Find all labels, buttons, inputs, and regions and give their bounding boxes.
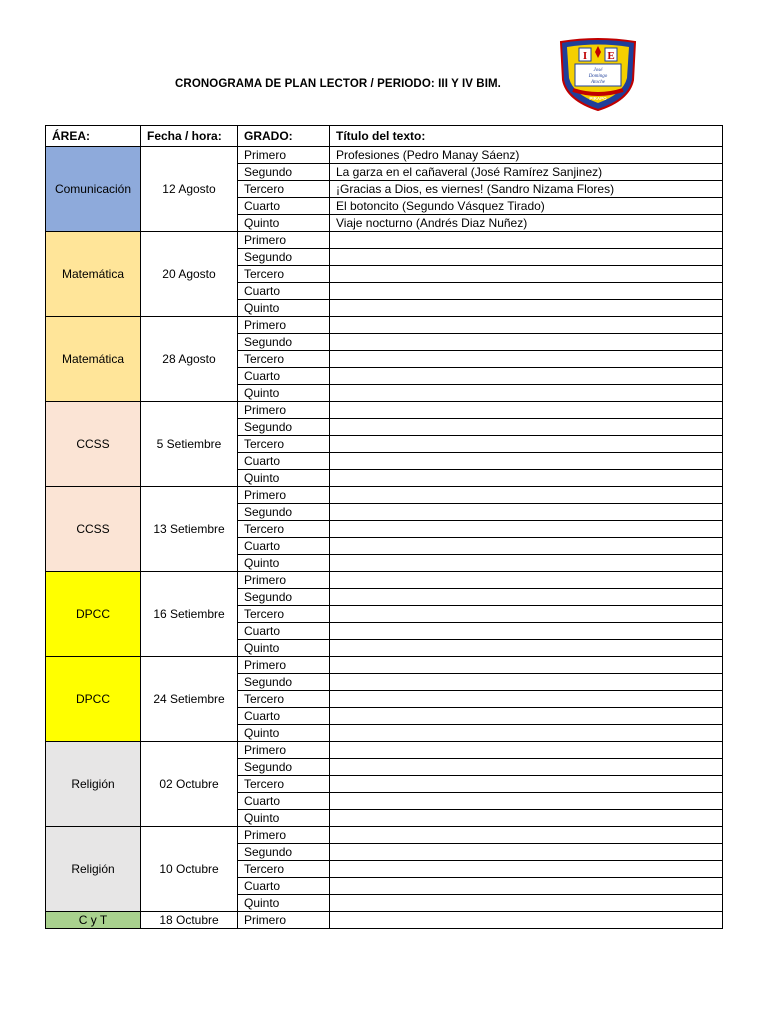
grado-cell: Quinto: [238, 810, 330, 827]
grado-cell: Segundo: [238, 504, 330, 521]
grado-cell: Cuarto: [238, 623, 330, 640]
grado-cell: Segundo: [238, 589, 330, 606]
titulo-cell: [330, 606, 723, 623]
grado-cell: Segundo: [238, 249, 330, 266]
school-crest-icon: [553, 38, 643, 112]
grado-cell: Quinto: [238, 725, 330, 742]
grado-cell: Segundo: [238, 419, 330, 436]
area-cell: C y T: [46, 912, 141, 929]
titulo-cell: [330, 725, 723, 742]
titulo-cell: [330, 300, 723, 317]
titulo-cell: La garza en el cañaveral (José Ramírez Sanjinez): [330, 164, 723, 181]
schedule-table: [45, 125, 723, 929]
titulo-cell: [330, 351, 723, 368]
table-header-row: [46, 126, 723, 147]
titulo-cell: [330, 810, 723, 827]
fecha-cell: 16 Setiembre: [141, 572, 238, 657]
titulo-cell: [330, 504, 723, 521]
grado-cell: Primero: [238, 572, 330, 589]
titulo-cell: [330, 776, 723, 793]
grado-cell: Tercero: [238, 691, 330, 708]
titulo-cell: [330, 674, 723, 691]
titulo-cell: [330, 385, 723, 402]
grado-cell: Tercero: [238, 861, 330, 878]
grado-cell: Tercero: [238, 521, 330, 538]
logo-name-line1: José: [593, 68, 603, 73]
grado-cell: Tercero: [238, 606, 330, 623]
table-row: [46, 487, 723, 504]
header-fecha: Fecha / hora:: [141, 126, 238, 147]
titulo-cell: [330, 555, 723, 572]
grado-cell: Quinto: [238, 385, 330, 402]
titulo-cell: [330, 657, 723, 674]
titulo-cell: [330, 419, 723, 436]
titulo-cell: [330, 691, 723, 708]
titulo-cell: [330, 538, 723, 555]
table-row: [46, 742, 723, 759]
logo-place: PIRAPO: [589, 96, 607, 101]
fecha-cell: 18 Octubre: [141, 912, 238, 929]
fecha-cell: 12 Agosto: [141, 147, 238, 232]
grado-cell: Cuarto: [238, 538, 330, 555]
table-row: [46, 572, 723, 589]
titulo-cell: [330, 334, 723, 351]
fecha-cell: 13 Setiembre: [141, 487, 238, 572]
grado-cell: Segundo: [238, 844, 330, 861]
titulo-cell: [330, 742, 723, 759]
titulo-cell: [330, 470, 723, 487]
titulo-cell: [330, 232, 723, 249]
area-cell: Matemática: [46, 317, 141, 402]
fecha-cell: 24 Setiembre: [141, 657, 238, 742]
header-titulo: Título del texto:: [330, 126, 723, 147]
grado-cell: Primero: [238, 317, 330, 334]
titulo-cell: [330, 844, 723, 861]
fecha-cell: 5 Setiembre: [141, 402, 238, 487]
grado-cell: Tercero: [238, 266, 330, 283]
titulo-cell: [330, 793, 723, 810]
titulo-cell: [330, 368, 723, 385]
titulo-cell: [330, 640, 723, 657]
table-row: [46, 317, 723, 334]
table-row: [46, 827, 723, 844]
grado-cell: Cuarto: [238, 793, 330, 810]
grado-cell: Primero: [238, 742, 330, 759]
grado-cell: Tercero: [238, 351, 330, 368]
table-row: [46, 657, 723, 674]
grado-cell: Primero: [238, 657, 330, 674]
titulo-cell: [330, 436, 723, 453]
grado-cell: Segundo: [238, 759, 330, 776]
logo-letter-e: E: [607, 50, 615, 62]
grado-cell: Cuarto: [238, 368, 330, 385]
area-cell: Matemática: [46, 232, 141, 317]
grado-cell: Tercero: [238, 181, 330, 198]
grado-cell: Cuarto: [238, 878, 330, 895]
grado-cell: Segundo: [238, 334, 330, 351]
fecha-cell: 28 Agosto: [141, 317, 238, 402]
titulo-cell: [330, 402, 723, 419]
schedule-body: [46, 147, 723, 929]
grado-cell: Segundo: [238, 674, 330, 691]
fecha-cell: 02 Octubre: [141, 742, 238, 827]
titulo-cell: [330, 572, 723, 589]
titulo-cell: [330, 249, 723, 266]
fecha-cell: 20 Agosto: [141, 232, 238, 317]
table-row: [46, 402, 723, 419]
table-row: [46, 912, 723, 929]
titulo-cell: [330, 827, 723, 844]
area-cell: Religión: [46, 827, 141, 912]
grado-cell: Quinto: [238, 300, 330, 317]
titulo-cell: ¡Gracias a Dios, es viernes! (Sandro Nizama Flores): [330, 181, 723, 198]
grado-cell: Cuarto: [238, 453, 330, 470]
titulo-cell: [330, 708, 723, 725]
grado-cell: Tercero: [238, 776, 330, 793]
grado-cell: Primero: [238, 147, 330, 164]
area-cell: DPCC: [46, 657, 141, 742]
titulo-cell: [330, 861, 723, 878]
table-row: [46, 147, 723, 164]
page-title: CRONOGRAMA DE PLAN LECTOR / PERIODO: III Y IV BIM.: [175, 78, 501, 90]
grado-cell: Quinto: [238, 895, 330, 912]
grado-cell: Cuarto: [238, 708, 330, 725]
logo-name-line3: Atoche: [591, 80, 605, 85]
grado-cell: Primero: [238, 827, 330, 844]
titulo-cell: [330, 878, 723, 895]
grado-cell: Tercero: [238, 436, 330, 453]
area-cell: DPCC: [46, 572, 141, 657]
grado-cell: Primero: [238, 402, 330, 419]
titulo-cell: [330, 487, 723, 504]
grado-cell: Primero: [238, 912, 330, 929]
titulo-cell: [330, 589, 723, 606]
header-area: ÁREA:: [46, 126, 141, 147]
grado-cell: Quinto: [238, 555, 330, 572]
table-row: [46, 232, 723, 249]
grado-cell: Primero: [238, 487, 330, 504]
logo-name-line2: Domingo: [588, 74, 608, 79]
grado-cell: Primero: [238, 232, 330, 249]
titulo-cell: [330, 912, 723, 929]
header-grado: GRADO:: [238, 126, 330, 147]
grado-cell: Cuarto: [238, 198, 330, 215]
titulo-cell: [330, 266, 723, 283]
titulo-cell: Viaje nocturno (Andrés Diaz Nuñez): [330, 215, 723, 232]
area-cell: Comunicación: [46, 147, 141, 232]
area-cell: CCSS: [46, 402, 141, 487]
grado-cell: Quinto: [238, 215, 330, 232]
titulo-cell: [330, 453, 723, 470]
logo-letter-i: I: [582, 50, 588, 62]
grado-cell: Segundo: [238, 164, 330, 181]
grado-cell: Cuarto: [238, 283, 330, 300]
titulo-cell: [330, 283, 723, 300]
area-cell: CCSS: [46, 487, 141, 572]
grado-cell: Quinto: [238, 640, 330, 657]
titulo-cell: Profesiones (Pedro Manay Sáenz): [330, 147, 723, 164]
area-cell: Religión: [46, 742, 141, 827]
titulo-cell: [330, 317, 723, 334]
titulo-cell: El botoncito (Segundo Vásquez Tirado): [330, 198, 723, 215]
titulo-cell: [330, 521, 723, 538]
titulo-cell: [330, 895, 723, 912]
titulo-cell: [330, 759, 723, 776]
grado-cell: Quinto: [238, 470, 330, 487]
fecha-cell: 10 Octubre: [141, 827, 238, 912]
titulo-cell: [330, 623, 723, 640]
